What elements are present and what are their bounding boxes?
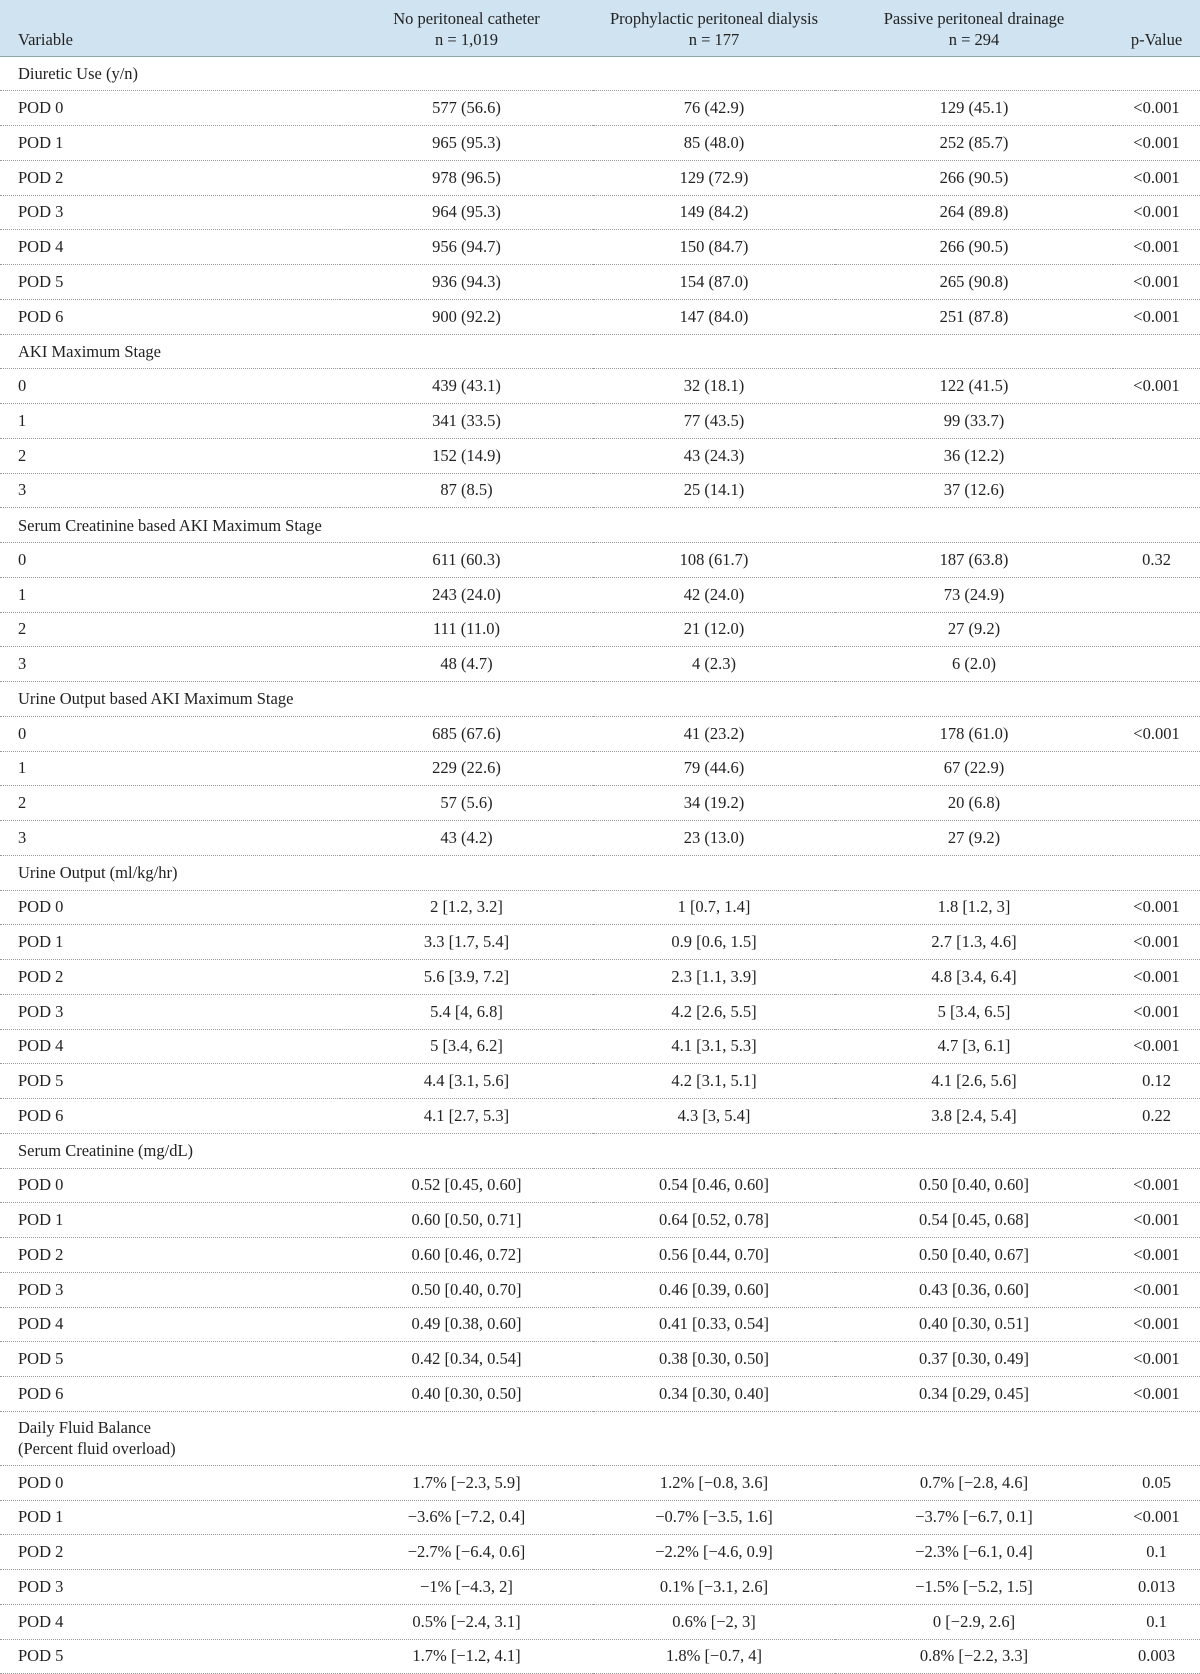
cell-group-1: 2 [1.2, 3.2] [340, 890, 593, 925]
cell-group-2: 0.64 [0.52, 0.78] [593, 1203, 835, 1238]
section-title: Serum Creatinine (mg/dL) [18, 1141, 194, 1161]
table-row [0, 91, 1200, 126]
cell-p-value: 0.12 [1113, 1064, 1200, 1099]
row-label: POD 5 [0, 265, 340, 300]
row-label: POD 2 [0, 160, 340, 195]
cell-group-2: 4.2 [3.1, 5.1] [593, 1064, 835, 1099]
cell-group-3: 0.50 [0.40, 0.60] [835, 1168, 1113, 1203]
cell-p-value: <0.001 [1113, 716, 1200, 751]
row-label: 3 [0, 473, 340, 508]
cell-p-value: <0.001 [1113, 1168, 1200, 1203]
table-row [0, 404, 1200, 439]
row-label: POD 4 [0, 230, 340, 265]
section-label [0, 56, 1200, 91]
cell-group-2: 4 (2.3) [593, 647, 835, 682]
cell-group-1: 956 (94.7) [340, 230, 593, 265]
cell-group-2: 0.41 [0.33, 0.54] [593, 1307, 835, 1342]
row-label: POD 6 [0, 1099, 340, 1134]
cell-p-value [1113, 404, 1200, 439]
cell-group-1: 243 (24.0) [340, 577, 593, 612]
cell-group-2: 1.8% [−0.7, 4] [593, 1639, 835, 1674]
table-row [0, 473, 1200, 508]
cell-p-value: <0.001 [1113, 1272, 1200, 1307]
table-row [0, 1307, 1200, 1342]
cell-group-3: 4.8 [3.4, 6.4] [835, 960, 1113, 995]
row-label: POD 1 [0, 126, 340, 161]
cell-group-1: 965 (95.3) [340, 126, 593, 161]
cell-group-1: −3.6% [−7.2, 0.4] [340, 1500, 593, 1535]
cell-group-1: 0.5% [−2.4, 3.1] [340, 1604, 593, 1639]
table-header [0, 0, 1200, 56]
cell-p-value: 0.05 [1113, 1465, 1200, 1500]
cell-group-1: 0.42 [0.34, 0.54] [340, 1342, 593, 1377]
cell-group-3: 0.8% [−2.2, 3.3] [835, 1639, 1113, 1674]
cell-p-value [1113, 577, 1200, 612]
cell-group-2: 0.38 [0.30, 0.50] [593, 1342, 835, 1377]
row-label: POD 1 [0, 1203, 340, 1238]
cell-group-3: 0.40 [0.30, 0.51] [835, 1307, 1113, 1342]
row-label: 2 [0, 786, 340, 821]
table-row [0, 1238, 1200, 1273]
row-label: POD 3 [0, 1570, 340, 1605]
cell-group-3: 0.37 [0.30, 0.49] [835, 1342, 1113, 1377]
cell-group-1: 5.4 [4, 6.8] [340, 994, 593, 1029]
row-label: POD 0 [0, 91, 340, 126]
cell-group-1: 341 (33.5) [340, 404, 593, 439]
table-row [0, 821, 1200, 856]
cell-group-3: 187 (63.8) [835, 543, 1113, 578]
cell-group-1: 87 (8.5) [340, 473, 593, 508]
table-row [0, 612, 1200, 647]
cell-group-2: −2.2% [−4.6, 0.9] [593, 1535, 835, 1570]
cell-group-3: 67 (22.9) [835, 751, 1113, 786]
cell-group-1: 57 (5.6) [340, 786, 593, 821]
cell-group-1: 0.60 [0.50, 0.71] [340, 1203, 593, 1238]
table-row [0, 716, 1200, 751]
table-row [0, 1377, 1200, 1412]
table-row [0, 994, 1200, 1029]
cell-p-value: 0.003 [1113, 1639, 1200, 1674]
cell-group-3: 3.8 [2.4, 5.4] [835, 1099, 1113, 1134]
cell-group-3: 27 (9.2) [835, 612, 1113, 647]
cell-group-1: 4.1 [2.7, 5.3] [340, 1099, 593, 1134]
cell-group-2: 0.9 [0.6, 1.5] [593, 925, 835, 960]
cell-group-2: 129 (72.9) [593, 160, 835, 195]
header-row [0, 0, 1200, 56]
cell-p-value: <0.001 [1113, 994, 1200, 1029]
cell-group-2: 4.2 [2.6, 5.5] [593, 994, 835, 1029]
cell-group-1: 111 (11.0) [340, 612, 593, 647]
section-row [0, 334, 1200, 369]
cell-group-3: 36 (12.2) [835, 438, 1113, 473]
cell-p-value [1113, 751, 1200, 786]
cell-p-value [1113, 647, 1200, 682]
table-row [0, 1168, 1200, 1203]
header-group-passive-drainage [835, 0, 1113, 56]
cell-p-value: <0.001 [1113, 890, 1200, 925]
section-row [0, 855, 1200, 890]
cell-group-3: −2.3% [−6.1, 0.4] [835, 1535, 1113, 1570]
section-label [0, 855, 1200, 890]
table-row [0, 1342, 1200, 1377]
cell-group-3: 129 (45.1) [835, 91, 1113, 126]
cell-group-1: 685 (67.6) [340, 716, 593, 751]
cell-group-1: 5 [3.4, 6.2] [340, 1029, 593, 1064]
cell-group-3: 0 [−2.9, 2.6] [835, 1604, 1113, 1639]
row-label: POD 6 [0, 299, 340, 334]
cell-group-3: 4.1 [2.6, 5.6] [835, 1064, 1113, 1099]
cell-p-value: <0.001 [1113, 1307, 1200, 1342]
row-label: 1 [0, 577, 340, 612]
row-label: POD 1 [0, 1500, 340, 1535]
table-row [0, 1203, 1200, 1238]
cell-p-value: <0.001 [1113, 1500, 1200, 1535]
cell-group-2: 41 (23.2) [593, 716, 835, 751]
table-row [0, 1465, 1200, 1500]
section-title: Daily Fluid Balance [18, 1418, 151, 1438]
cell-group-3: 266 (90.5) [835, 230, 1113, 265]
cell-group-2: 1 [0.7, 1.4] [593, 890, 835, 925]
cell-p-value: <0.001 [1113, 160, 1200, 195]
cell-group-1: 5.6 [3.9, 7.2] [340, 960, 593, 995]
cell-group-3: 0.7% [−2.8, 4.6] [835, 1465, 1113, 1500]
cell-p-value: <0.001 [1113, 1203, 1200, 1238]
cell-group-2: 34 (19.2) [593, 786, 835, 821]
row-label: POD 5 [0, 1342, 340, 1377]
cell-group-2: 0.6% [−2, 3] [593, 1604, 835, 1639]
cell-group-2: 42 (24.0) [593, 577, 835, 612]
cell-group-3: 73 (24.9) [835, 577, 1113, 612]
cell-p-value: <0.001 [1113, 299, 1200, 334]
cell-p-value: 0.013 [1113, 1570, 1200, 1605]
table-row [0, 1535, 1200, 1570]
cell-group-2: 0.1% [−3.1, 2.6] [593, 1570, 835, 1605]
row-label: POD 3 [0, 994, 340, 1029]
table-row [0, 577, 1200, 612]
cell-group-2: 147 (84.0) [593, 299, 835, 334]
cell-group-3: 0.34 [0.29, 0.45] [835, 1377, 1113, 1412]
cell-group-1: 4.4 [3.1, 5.6] [340, 1064, 593, 1099]
cell-p-value: 0.22 [1113, 1099, 1200, 1134]
table-row [0, 299, 1200, 334]
section-row [0, 682, 1200, 717]
cell-group-3: 265 (90.8) [835, 265, 1113, 300]
cell-group-3: 27 (9.2) [835, 821, 1113, 856]
cell-p-value [1113, 821, 1200, 856]
cell-group-1: 229 (22.6) [340, 751, 593, 786]
table-row [0, 1604, 1200, 1639]
section-label [0, 334, 1200, 369]
cell-p-value: <0.001 [1113, 195, 1200, 230]
cell-p-value [1113, 438, 1200, 473]
cell-group-2: 25 (14.1) [593, 473, 835, 508]
header-group-no-catheter [340, 0, 593, 56]
row-label: POD 0 [0, 890, 340, 925]
cell-group-2: 150 (84.7) [593, 230, 835, 265]
row-label: POD 4 [0, 1307, 340, 1342]
header-variable: Variable [0, 0, 340, 56]
table-row [0, 1272, 1200, 1307]
cell-group-2: 43 (24.3) [593, 438, 835, 473]
section-label [0, 682, 1200, 717]
cell-group-1: 964 (95.3) [340, 195, 593, 230]
cell-group-2: 4.3 [3, 5.4] [593, 1099, 835, 1134]
row-label: 2 [0, 438, 340, 473]
cell-group-1: 0.60 [0.46, 0.72] [340, 1238, 593, 1273]
header-p-value: p-Value [1113, 0, 1200, 56]
table-row [0, 647, 1200, 682]
table-row [0, 369, 1200, 404]
section-row [0, 508, 1200, 543]
cell-group-1: 900 (92.2) [340, 299, 593, 334]
cell-p-value [1113, 786, 1200, 821]
row-label: 2 [0, 612, 340, 647]
cell-group-1: −1% [−4.3, 2] [340, 1570, 593, 1605]
row-label: POD 2 [0, 960, 340, 995]
cell-p-value [1113, 612, 1200, 647]
cell-group-3: 20 (6.8) [835, 786, 1113, 821]
cell-group-1: 48 (4.7) [340, 647, 593, 682]
cell-group-2: 0.46 [0.39, 0.60] [593, 1272, 835, 1307]
table-row [0, 230, 1200, 265]
table-row [0, 195, 1200, 230]
row-label: POD 5 [0, 1639, 340, 1674]
section-row [0, 1133, 1200, 1168]
row-label: POD 1 [0, 925, 340, 960]
header-group-n: n = 1,019 [435, 29, 498, 49]
row-label: 3 [0, 821, 340, 856]
row-label: POD 3 [0, 1272, 340, 1307]
cell-group-3: 4.7 [3, 6.1] [835, 1029, 1113, 1064]
cell-group-2: 154 (87.0) [593, 265, 835, 300]
cell-p-value: <0.001 [1113, 1238, 1200, 1273]
cell-group-2: 149 (84.2) [593, 195, 835, 230]
cell-group-3: 37 (12.6) [835, 473, 1113, 508]
cell-group-3: 0.50 [0.40, 0.67] [835, 1238, 1113, 1273]
table-row [0, 126, 1200, 161]
row-label: POD 2 [0, 1535, 340, 1570]
cell-p-value: <0.001 [1113, 1377, 1200, 1412]
cell-group-2: 1.2% [−0.8, 3.6] [593, 1465, 835, 1500]
cell-group-1: 0.52 [0.45, 0.60] [340, 1168, 593, 1203]
section-title: Diuretic Use (y/n) [18, 63, 139, 83]
cell-group-1: 439 (43.1) [340, 369, 593, 404]
table-body [0, 56, 1200, 1674]
table-row [0, 960, 1200, 995]
cell-group-1: 611 (60.3) [340, 543, 593, 578]
cell-group-2: 0.54 [0.46, 0.60] [593, 1168, 835, 1203]
cell-group-3: 178 (61.0) [835, 716, 1113, 751]
section-label [0, 508, 1200, 543]
row-label: POD 2 [0, 1238, 340, 1273]
row-label: 3 [0, 647, 340, 682]
cell-group-1: 577 (56.6) [340, 91, 593, 126]
table-row [0, 265, 1200, 300]
section-label [0, 1133, 1200, 1168]
cell-group-3: 251 (87.8) [835, 299, 1113, 334]
cell-group-2: 23 (13.0) [593, 821, 835, 856]
cell-group-1: 978 (96.5) [340, 160, 593, 195]
section-subtitle: (Percent fluid overload) [18, 1439, 176, 1459]
cell-group-3: 264 (89.8) [835, 195, 1113, 230]
cell-p-value: <0.001 [1113, 126, 1200, 161]
cell-p-value [1113, 473, 1200, 508]
cell-group-2: 85 (48.0) [593, 126, 835, 161]
table-row [0, 751, 1200, 786]
cell-group-2: 4.1 [3.1, 5.3] [593, 1029, 835, 1064]
cell-group-2: 108 (61.7) [593, 543, 835, 578]
section-row [0, 1411, 1200, 1465]
section-row [0, 56, 1200, 91]
table-row [0, 160, 1200, 195]
cell-group-3: 1.8 [1.2, 3] [835, 890, 1113, 925]
cell-group-3: −3.7% [−6.7, 0.1] [835, 1500, 1113, 1535]
header-group-name: Prophylactic peritoneal dialysis [609, 8, 819, 28]
table-row [0, 543, 1200, 578]
header-group-name: Passive peritoneal drainage [883, 8, 1065, 28]
cell-group-3: 5 [3.4, 6.5] [835, 994, 1113, 1029]
row-label: POD 3 [0, 195, 340, 230]
cell-group-1: 0.40 [0.30, 0.50] [340, 1377, 593, 1412]
row-label: POD 6 [0, 1377, 340, 1412]
row-label: POD 0 [0, 1168, 340, 1203]
table-row [0, 1639, 1200, 1674]
cell-p-value: <0.001 [1113, 230, 1200, 265]
table-row [0, 1064, 1200, 1099]
cell-p-value: <0.001 [1113, 1029, 1200, 1064]
header-group-n: n = 294 [948, 29, 1000, 49]
table-row [0, 438, 1200, 473]
header-group-n: n = 177 [688, 29, 740, 49]
row-label: 0 [0, 716, 340, 751]
cell-p-value: <0.001 [1113, 1342, 1200, 1377]
section-label [0, 1411, 1200, 1465]
cell-group-2: 0.56 [0.44, 0.70] [593, 1238, 835, 1273]
table-row [0, 786, 1200, 821]
row-label: 1 [0, 404, 340, 439]
cell-p-value: <0.001 [1113, 265, 1200, 300]
table-row [0, 1099, 1200, 1134]
cell-group-3: 0.54 [0.45, 0.68] [835, 1203, 1113, 1238]
cell-p-value: <0.001 [1113, 91, 1200, 126]
header-group-prophylactic-dialysis [593, 0, 835, 56]
header-group-name: No peritoneal catheter [393, 8, 540, 28]
cell-group-1: 1.7% [−1.2, 4.1] [340, 1639, 593, 1674]
cell-p-value: <0.001 [1113, 925, 1200, 960]
cell-group-2: 32 (18.1) [593, 369, 835, 404]
section-title: Serum Creatinine based AKI Maximum Stage [18, 515, 322, 535]
table-row [0, 1500, 1200, 1535]
row-label: POD 4 [0, 1604, 340, 1639]
row-label: 0 [0, 369, 340, 404]
cell-group-2: 79 (44.6) [593, 751, 835, 786]
cell-p-value: <0.001 [1113, 369, 1200, 404]
row-label: 0 [0, 543, 340, 578]
table-row [0, 925, 1200, 960]
row-label: POD 4 [0, 1029, 340, 1064]
cell-group-1: 43 (4.2) [340, 821, 593, 856]
cell-group-3: −1.5% [−5.2, 1.5] [835, 1570, 1113, 1605]
cell-group-1: 152 (14.9) [340, 438, 593, 473]
cell-group-3: 266 (90.5) [835, 160, 1113, 195]
cell-group-3: 0.43 [0.36, 0.60] [835, 1272, 1113, 1307]
cell-group-1: −2.7% [−6.4, 0.6] [340, 1535, 593, 1570]
table-row [0, 890, 1200, 925]
cell-p-value: 0.1 [1113, 1604, 1200, 1639]
cell-group-1: 3.3 [1.7, 5.4] [340, 925, 593, 960]
cell-group-3: 2.7 [1.3, 4.6] [835, 925, 1113, 960]
table-row [0, 1570, 1200, 1605]
section-title: Urine Output based AKI Maximum Stage [18, 689, 294, 709]
row-label: POD 5 [0, 1064, 340, 1099]
cell-p-value: <0.001 [1113, 960, 1200, 995]
table-row [0, 1029, 1200, 1064]
cell-group-3: 6 (2.0) [835, 647, 1113, 682]
cell-group-3: 122 (41.5) [835, 369, 1113, 404]
cell-group-2: 2.3 [1.1, 3.9] [593, 960, 835, 995]
cell-group-3: 252 (85.7) [835, 126, 1113, 161]
cell-group-2: 21 (12.0) [593, 612, 835, 647]
cell-group-2: 77 (43.5) [593, 404, 835, 439]
row-label: 1 [0, 751, 340, 786]
section-title: AKI Maximum Stage [18, 341, 161, 361]
cell-group-1: 0.50 [0.40, 0.70] [340, 1272, 593, 1307]
cell-group-1: 0.49 [0.38, 0.60] [340, 1307, 593, 1342]
cell-group-2: −0.7% [−3.5, 1.6] [593, 1500, 835, 1535]
row-label: POD 0 [0, 1465, 340, 1500]
cell-group-1: 1.7% [−2.3, 5.9] [340, 1465, 593, 1500]
cell-p-value: 0.32 [1113, 543, 1200, 578]
cell-group-3: 99 (33.7) [835, 404, 1113, 439]
cell-group-2: 76 (42.9) [593, 91, 835, 126]
cell-p-value: 0.1 [1113, 1535, 1200, 1570]
cell-group-2: 0.34 [0.30, 0.40] [593, 1377, 835, 1412]
cell-group-1: 936 (94.3) [340, 265, 593, 300]
section-title: Urine Output (ml/kg/hr) [18, 863, 178, 883]
